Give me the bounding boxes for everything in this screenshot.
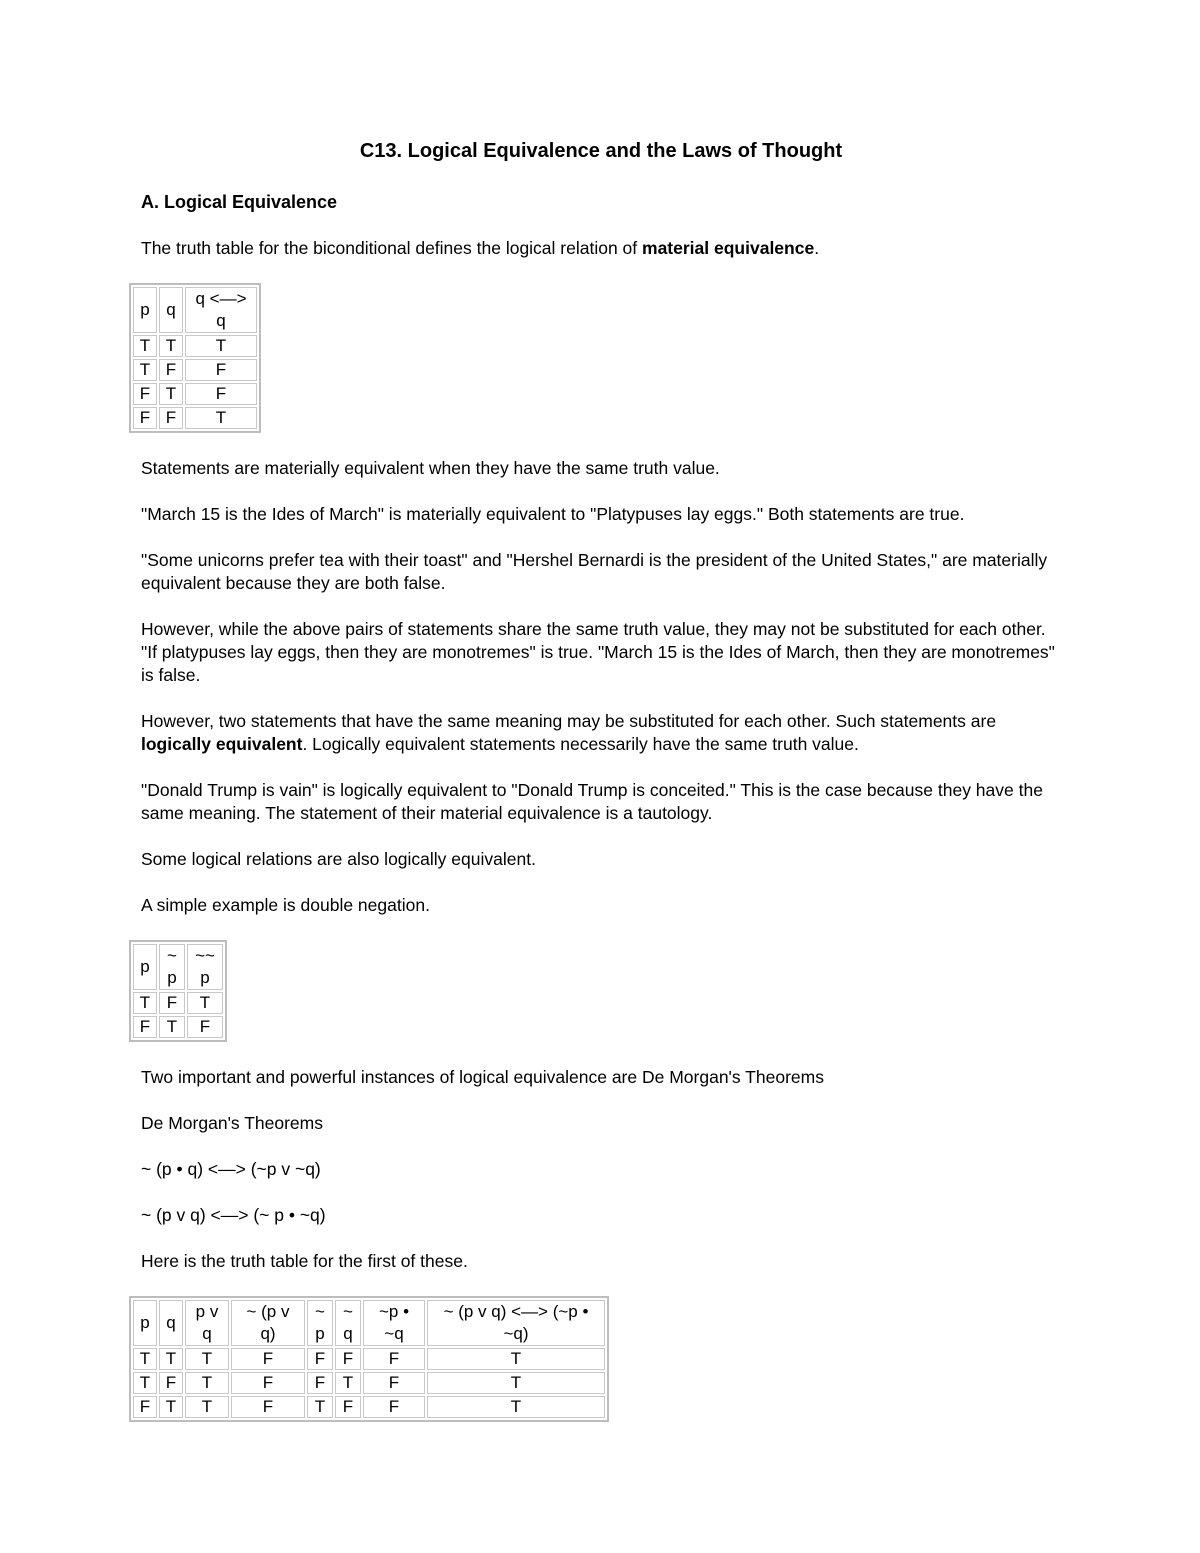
table-header-cell: p xyxy=(133,944,157,990)
table-cell: T xyxy=(427,1396,605,1418)
table-row xyxy=(133,383,257,405)
table-header-row xyxy=(133,1300,605,1346)
table-header-row xyxy=(133,287,257,333)
table-row xyxy=(133,1348,605,1370)
table-cell: F xyxy=(133,1396,157,1418)
table-cell: F xyxy=(231,1372,305,1394)
de-morgan-formula-2: ~ (p v q) <—> (~ p • ~q) xyxy=(141,1205,326,1225)
table-cell: T xyxy=(159,1396,183,1418)
table-cell: T xyxy=(185,1372,229,1394)
table-cell: F xyxy=(363,1348,425,1370)
table-cell: F xyxy=(335,1396,361,1418)
table-header-cell: ~ p xyxy=(159,944,185,990)
table-row xyxy=(133,992,223,1014)
table-cell: T xyxy=(307,1396,333,1418)
table-row xyxy=(133,407,257,429)
table-header-cell: ~p • ~q xyxy=(363,1300,425,1346)
table-cell: T xyxy=(185,335,257,357)
table-header-cell: q <—> q xyxy=(185,287,257,333)
de-morgan-truth-table xyxy=(129,1296,609,1422)
two-important-paragraph: Two important and powerful instances of logical equivalence are De Morgan's Theorems xyxy=(141,1067,824,1087)
table-cell: F xyxy=(231,1396,305,1418)
table-cell: T xyxy=(133,335,157,357)
table-cell: F xyxy=(185,359,257,381)
table-row xyxy=(133,359,257,381)
table-cell: F xyxy=(133,383,157,405)
table-cell: T xyxy=(133,1372,157,1394)
table-cell: T xyxy=(133,1348,157,1370)
table-header-row xyxy=(133,944,223,990)
table-cell: T xyxy=(133,992,157,1014)
table-cell: F xyxy=(307,1372,333,1394)
table-cell: F xyxy=(159,407,183,429)
table-cell: T xyxy=(133,359,157,381)
table-cell: F xyxy=(185,383,257,405)
de-morgan-formula-1: ~ (p • q) <—> (~p v ~q) xyxy=(141,1159,321,1179)
table-cell: T xyxy=(159,335,183,357)
table-cell: T xyxy=(159,1348,183,1370)
table-cell: F xyxy=(231,1348,305,1370)
double-negation-truth-table xyxy=(129,940,227,1042)
table-cell: F xyxy=(363,1396,425,1418)
truth-table-intro-paragraph: Here is the truth table for the first of these. xyxy=(141,1251,468,1271)
table-header-cell: q xyxy=(159,287,183,333)
table-cell: T xyxy=(185,1396,229,1418)
trump-example-paragraph: "Donald Trump is vain" is logically equivalent to "Donald Trump is conceited." This is the case because they have the same meaning. The statement of their material equivalence is a tautology. xyxy=(141,780,1043,823)
table-header-cell: p xyxy=(133,287,157,333)
table-header-cell: ~ (p v q) xyxy=(231,1300,305,1346)
document-page xyxy=(141,140,1061,1446)
substitution-paragraph: However, while the above pairs of statements share the same truth value, they may not be substituted for each other. "If platypuses lay eggs, then they are monotremes" is true. "March 15 is the Ides of March, then they are monotremes" is false. xyxy=(141,619,1055,685)
table-cell: T xyxy=(187,992,223,1014)
table-cell: T xyxy=(159,1016,185,1038)
logically-equivalent-term: logically equivalent xyxy=(141,734,303,754)
some-relations-paragraph: Some logical relations are also logically equivalent. xyxy=(141,849,536,869)
table-row xyxy=(133,335,257,357)
double-negation-paragraph: A simple example is double negation. xyxy=(141,895,430,915)
intro-paragraph xyxy=(141,237,1061,260)
table-cell: F xyxy=(335,1348,361,1370)
table-header-cell: p v q xyxy=(185,1300,229,1346)
logical-text-after: . Logically equivalent statements necessarily have the same truth value. xyxy=(302,734,859,754)
table-cell: F xyxy=(159,1372,183,1394)
table-header-cell: ~~ p xyxy=(187,944,223,990)
table-row xyxy=(133,1396,605,1418)
table-cell: F xyxy=(133,407,157,429)
table-row xyxy=(133,1372,605,1394)
biconditional-truth-table xyxy=(129,283,261,433)
table-cell: T xyxy=(159,383,183,405)
table-cell: F xyxy=(159,992,185,1014)
logical-text-before: However, two statements that have the same meaning may be substituted for each other. Such statements are xyxy=(141,711,997,731)
table-cell: F xyxy=(159,359,183,381)
table-cell: F xyxy=(133,1016,157,1038)
table-cell: T xyxy=(185,1348,229,1370)
march-example-paragraph: "March 15 is the Ides of March" is materially equivalent to "Platypuses lay eggs." Both statements are true. xyxy=(141,504,965,524)
unicorns-example-paragraph: "Some unicorns prefer tea with their toast" and "Hershel Bernardi is the president of the United States," are materially equivalent because they are both false. xyxy=(141,550,1048,593)
table-header-cell: p xyxy=(133,1300,157,1346)
section-a-heading: A. Logical Equivalence xyxy=(141,192,338,212)
table-row xyxy=(133,1016,223,1038)
table-header-cell: q xyxy=(159,1300,183,1346)
table-cell: T xyxy=(185,407,257,429)
de-morgan-label: De Morgan's Theorems xyxy=(141,1113,323,1133)
table-header-cell: ~ (p v q) <—> (~p • ~q) xyxy=(427,1300,605,1346)
table-cell: T xyxy=(427,1372,605,1394)
table-cell: F xyxy=(363,1372,425,1394)
table-header-cell: ~ q xyxy=(335,1300,361,1346)
material-equivalence-term: material equivalence xyxy=(642,238,815,258)
intro-text-after: . xyxy=(814,238,820,258)
table-cell: T xyxy=(335,1372,361,1394)
table-header-cell: ~ p xyxy=(307,1300,333,1346)
table-cell: F xyxy=(187,1016,223,1038)
materially-equivalent-paragraph: Statements are materially equivalent when they have the same truth value. xyxy=(141,458,720,478)
logically-equivalent-paragraph xyxy=(141,710,1061,756)
table-cell: T xyxy=(427,1348,605,1370)
page-title: C13. Logical Equivalence and the Laws of Thought xyxy=(359,140,843,162)
table-cell: F xyxy=(307,1348,333,1370)
intro-text-before: The truth table for the biconditional defines the logical relation of xyxy=(141,238,643,258)
